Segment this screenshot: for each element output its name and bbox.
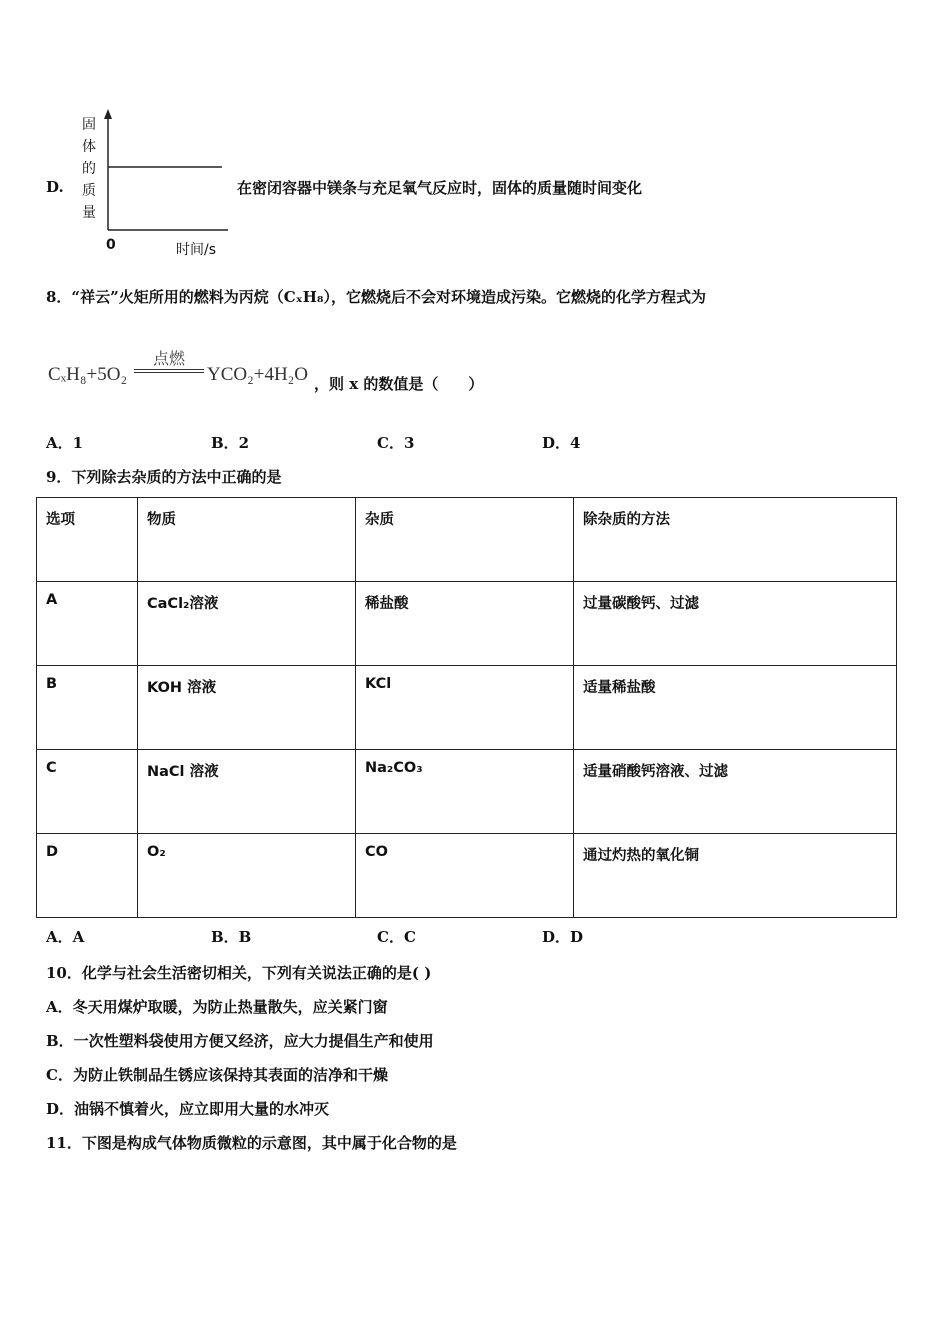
- graph-y-char: 量: [82, 205, 96, 221]
- graph-y-char: 固: [82, 117, 96, 133]
- q10-stem: 10．化学与社会生活密切相关，下列有关说法正确的是( ): [46, 964, 432, 982]
- graph-y-label: [80, 114, 98, 224]
- q8-option[interactable]: A．1: [46, 434, 84, 452]
- table-cell-method: 适量稀盐酸: [574, 666, 897, 750]
- table-cell-option: B: [37, 666, 138, 750]
- q8-eq-double-line: [134, 369, 204, 373]
- q10-option[interactable]: B．一次性塑料袋使用方便又经济，应大力提倡生产和使用: [46, 1032, 434, 1050]
- q8-eq-products: YCO₂+4H₂O: [207, 364, 309, 385]
- q9-stem: 9．下列除去杂质的方法中正确的是: [46, 468, 282, 486]
- q10-option[interactable]: C．为防止铁制品生锈应该保持其表面的洁净和干燥: [46, 1066, 388, 1084]
- graph-y-char: 体: [82, 139, 96, 155]
- q10-option[interactable]: A．冬天用煤炉取暖，为防止热量散失，应关紧门窗: [46, 998, 388, 1016]
- option-d-caption: 在密闭容器中镁条与充足氧气反应时，固体的质量随时间变化: [237, 179, 643, 197]
- table-cell-method: 通过灼热的氧化铜: [574, 834, 897, 918]
- q8-stem: 8．“祥云”火矩所用的燃料为丙烷（CₓH₈），它燃烧后不会对环境造成污染。它燃烧的化学方程式为: [46, 288, 707, 306]
- table-row: [37, 666, 897, 750]
- table-cell-method: 过量碳酸钙、过滤: [574, 582, 897, 666]
- q10-option[interactable]: D．油锅不慎着火，应立即用大量的水冲灭: [46, 1100, 330, 1118]
- q8-eq-condition: 点燃: [152, 349, 185, 368]
- option-d-label: D.: [46, 178, 64, 196]
- table-header-cell: 选项: [37, 498, 138, 582]
- table-cell-option: A: [37, 582, 138, 666]
- graph-y-arrow: [104, 109, 112, 119]
- q8-tail: ，则 x 的数值是（ ）: [314, 375, 484, 393]
- table-row: [37, 750, 897, 834]
- q9-option[interactable]: B．B: [211, 928, 252, 946]
- table-cell-option: D: [37, 834, 138, 918]
- q8-eq-reactants: CₓH₈+5O₂: [48, 364, 128, 385]
- q9-option[interactable]: D．D: [542, 928, 584, 946]
- graph-y-char: 的: [82, 161, 96, 177]
- table-cell-impurity: KCl: [356, 666, 574, 750]
- table-header-cell: 杂质: [356, 498, 574, 582]
- table-cell-impurity: 稀盐酸: [356, 582, 574, 666]
- graph-origin-label: 0: [106, 237, 116, 253]
- graph-x-label: 时间/s: [176, 242, 217, 258]
- table-row: [37, 834, 897, 918]
- q8-option[interactable]: C．3: [377, 434, 415, 452]
- q8-option[interactable]: B．2: [211, 434, 250, 452]
- table-header-cell: 除杂质的方法: [574, 498, 897, 582]
- q8-option[interactable]: D．4: [542, 434, 581, 452]
- table-cell-impurity: Na₂CO₃: [356, 750, 574, 834]
- q9-option[interactable]: C．C: [377, 928, 416, 946]
- table-cell-substance: KOH 溶液: [138, 666, 356, 750]
- graph-y-char: 质: [82, 183, 96, 199]
- table-cell-substance: NaCl 溶液: [138, 750, 356, 834]
- table-cell-option: C: [37, 750, 138, 834]
- q9-table: [36, 497, 897, 918]
- table-cell-impurity: CO: [356, 834, 574, 918]
- q9-option[interactable]: A．A: [46, 928, 85, 946]
- table-header-cell: 物质: [138, 498, 356, 582]
- table-header-row: [37, 498, 897, 582]
- table-cell-substance: O₂: [138, 834, 356, 918]
- q11-stem: 11．下图是构成气体物质微粒的示意图，其中属于化合物的是: [46, 1134, 457, 1152]
- table-cell-substance: CaCl₂溶液: [138, 582, 356, 666]
- table-cell-method: 适量硝酸钙溶液、过滤: [574, 750, 897, 834]
- table-row: [37, 582, 897, 666]
